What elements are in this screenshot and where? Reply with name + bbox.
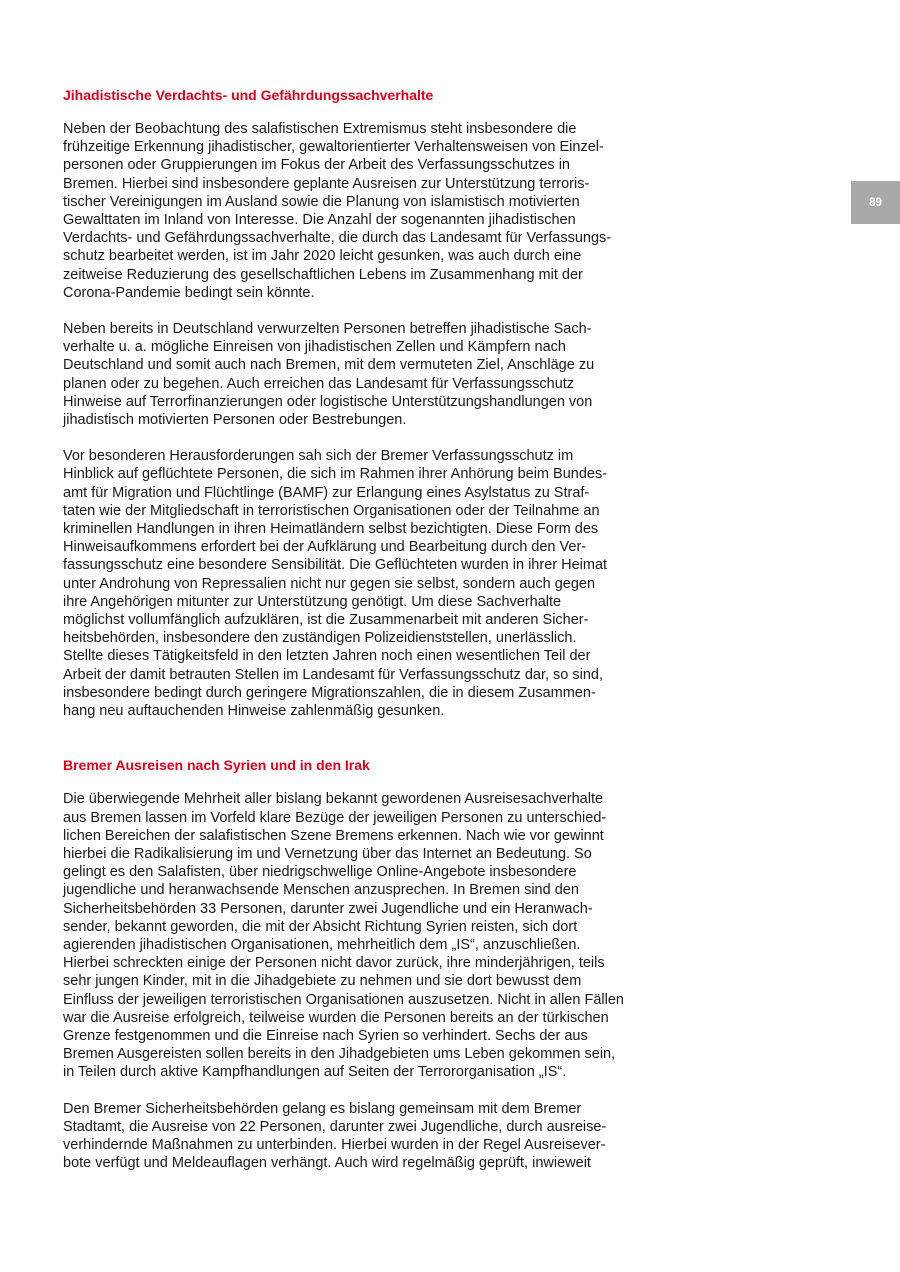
page-number: 89 [869,196,882,209]
text-line: Neben bereits in Deutschland verwurzelten Personen betreffen jihadistische Sach- [63,321,592,338]
text-line: bote verfügt und Meldeauflagen verhängt. Auch wird regelmäßig geprüft, inwieweit [63,1155,591,1172]
paragraph [63,120,623,302]
text-line: gelingt es den Salafisten, über niedrigschwellige Online-Angebote insbesondere [63,864,577,881]
document-page [63,84,623,1190]
text-line: ihre Angehörigen mitunter zur Unterstützung genötigt. Um diese Sachverhalte [63,593,562,610]
paragraph [63,1100,623,1173]
text-line: jugendliche und heranwachsende Menschen anzusprechen. In Bremen sind den [63,882,579,899]
text-line: kriminellen Handlungen in ihren Heimatländern selbst bezichtigten. Diese Form des [63,521,599,538]
text-line: möglichst vollumfänglich aufzuklären, ist die Zusammenarbeit mit anderen Sicher- [63,612,589,629]
text-line: Grenze festgenommen und die Einreise nach Syrien so verhindert. Sechs der aus [63,1027,588,1044]
text-line: heitsbehörden, insbesondere den zuständigen Polizeidienststellen, unerlässlich. [63,630,577,647]
text-line: verhalte u. a. mögliche Einreisen von jihadistischen Zellen und Kämpfern nach [63,339,566,356]
section-bremen-departures [63,754,623,1172]
section-heading: Jihadistische Verdachts- und Gefährdungssachverhalte [63,87,434,103]
text-line: taten wie der Mitgliedschaft in terroristischen Organisationen oder der Teilnahme an [63,502,600,519]
text-line: Stadtamt, die Ausreise von 22 Personen, darunter zwei Jugendliche, durch ausreise- [63,1118,607,1135]
text-line: agierenden jihadistischen Organisationen, mehrheitlich dem „IS“, anzuschließen. [63,936,581,953]
section-spacer [63,738,623,754]
section-heading: Bremer Ausreisen nach Syrien und in den Irak [63,757,370,774]
text-line: aus Bremen lassen im Vorfeld klare Bezüge der jeweiligen Personen zu unterschied- [63,809,607,826]
paragraph [63,320,623,429]
text-line: sehr jungen Kinder, mit in die Jihadgebiete zu nehmen und sie dort bewusst dem [63,973,582,990]
text-line: Corona-Pandemie bedingt sein könnte. [63,284,315,301]
text-line: personen oder Gruppierungen im Fokus der Arbeit des Verfassungsschutzes in [63,157,570,174]
text-line: Deutschland und somit auch nach Bremen, mit dem vermuteten Ziel, Anschläge zu [63,357,595,374]
text-line: insbesondere bedingt durch geringere Migrationszahlen, die in diesem Zusammen- [63,684,596,701]
text-line: planen oder zu begehen. Auch erreichen das Landesamt für Verfassungsschutz [63,375,575,392]
text-line: Hierbei schreckten einige der Personen nicht davor zurück, ihre minderjährigen, teils [63,955,605,972]
text-line: schutz bearbeitet werden, ist im Jahr 2020 leicht gesunken, was auch durch eine [63,248,582,265]
text-line: unter Androhung von Repressalien nicht nur gegen sie selbst, sondern auch gegen [63,575,596,592]
text-line: Hinweisaufkommens erfordert bei der Aufklärung und Bearbeitung durch den Ver- [63,539,587,556]
section-jihadist-cases [63,84,623,720]
text-line: Hinblick auf geflüchtete Personen, die sich im Rahmen ihrer Anhörung beim Bundes- [63,466,608,483]
text-line: lichen Bereichen der salafistischen Szene Bremens erkennen. Nach wie vor gewinnt [63,827,604,844]
text-line: tischer Vereinigungen im Ausland sowie die Planung von islamistisch motivierten [63,193,580,210]
text-line: amt für Migration und Flüchtlinge (BAMF) zur Erlangung eines Asylstatus zu Straf- [63,484,590,501]
text-line: Neben der Beobachtung des salafistischen Extremismus steht insbesondere die [63,121,577,137]
text-line: war die Ausreise erfolgreich, teilweise wurden die Personen bereits an der türkischen [63,1009,609,1026]
text-line: Bremen. Hierbei sind insbesondere geplante Ausreisen zur Unterstützung terroris- [63,175,590,192]
text-line: zeitweise Reduzierung des gesellschaftlichen Lebens im Zusammenhang mit der [63,266,583,283]
text-line: Bremen Ausgereisten sollen bereits in den Jihadgebieten ums Leben gekommen sein, [63,1046,616,1063]
text-line: Arbeit der damit betrauten Stellen im Landesamt für Verfassungsschutz dar, so sind, [63,666,604,683]
text-line: sender, bekannt geworden, die mit der Absicht Richtung Syrien reisten, sich dort [63,918,578,935]
text-line: Vor besonderen Herausforderungen sah sich der Bremer Verfassungsschutz im [63,448,574,465]
paragraph [63,447,623,720]
text-line: hang neu auftauchenden Hinweise zahlenmäßig gesunken. [63,703,445,720]
text-line: jihadistisch motivierten Personen oder Bestrebungen. [63,412,407,429]
text-line: frühzeitige Erkennung jihadistischer, gewaltorientierter Verhaltensweisen von Einzel- [63,139,604,156]
text-line: Einfluss der jeweiligen terroristischen Organisationen auszusetzen. Nicht in allen Fällen [63,991,624,1008]
text-line: verhindernde Maßnahmen zu unterbinden. Hierbei wurden in der Regel Ausreisever- [63,1136,606,1153]
text-line: hierbei die Radikalisierung im und Vernetzung über das Internet an Bedeutung. So [63,845,592,862]
text-line: fassungsschutz eine besondere Sensibilität. Die Geflüchteten wurden in ihrer Heimat [63,557,608,574]
text-line: Sicherheitsbehörden 33 Personen, darunter zwei Jugendliche und ein Heranwach- [63,900,593,917]
text-line: Die überwiegende Mehrheit aller bislang bekannt gewordenen Ausreisesachverhalte [63,791,604,808]
text-line: Gewalttaten im Inland von Interesse. Die Anzahl der sogenannten jihadistischen [63,212,576,229]
paragraph [63,790,623,1081]
text-line: Hinweise auf Terrorfinanzierungen oder logistische Unterstützungshandlungen von [63,393,593,410]
text-line: in Teilen durch aktive Kampfhandlungen auf Seiten der Terrororganisation „IS“. [63,1064,567,1081]
text-line: Stellte dieses Tätigkeitsfeld in den letzten Jahren noch einen wesentlichen Teil der [63,648,591,665]
page-number-tab [851,181,900,224]
text-line: Verdachts- und Gefährdungssachverhalte, die durch das Landesamt für Verfassungs- [63,230,612,247]
text-line: Den Bremer Sicherheitsbehörden gelang es bislang gemeinsam mit dem Bremer [63,1100,582,1117]
